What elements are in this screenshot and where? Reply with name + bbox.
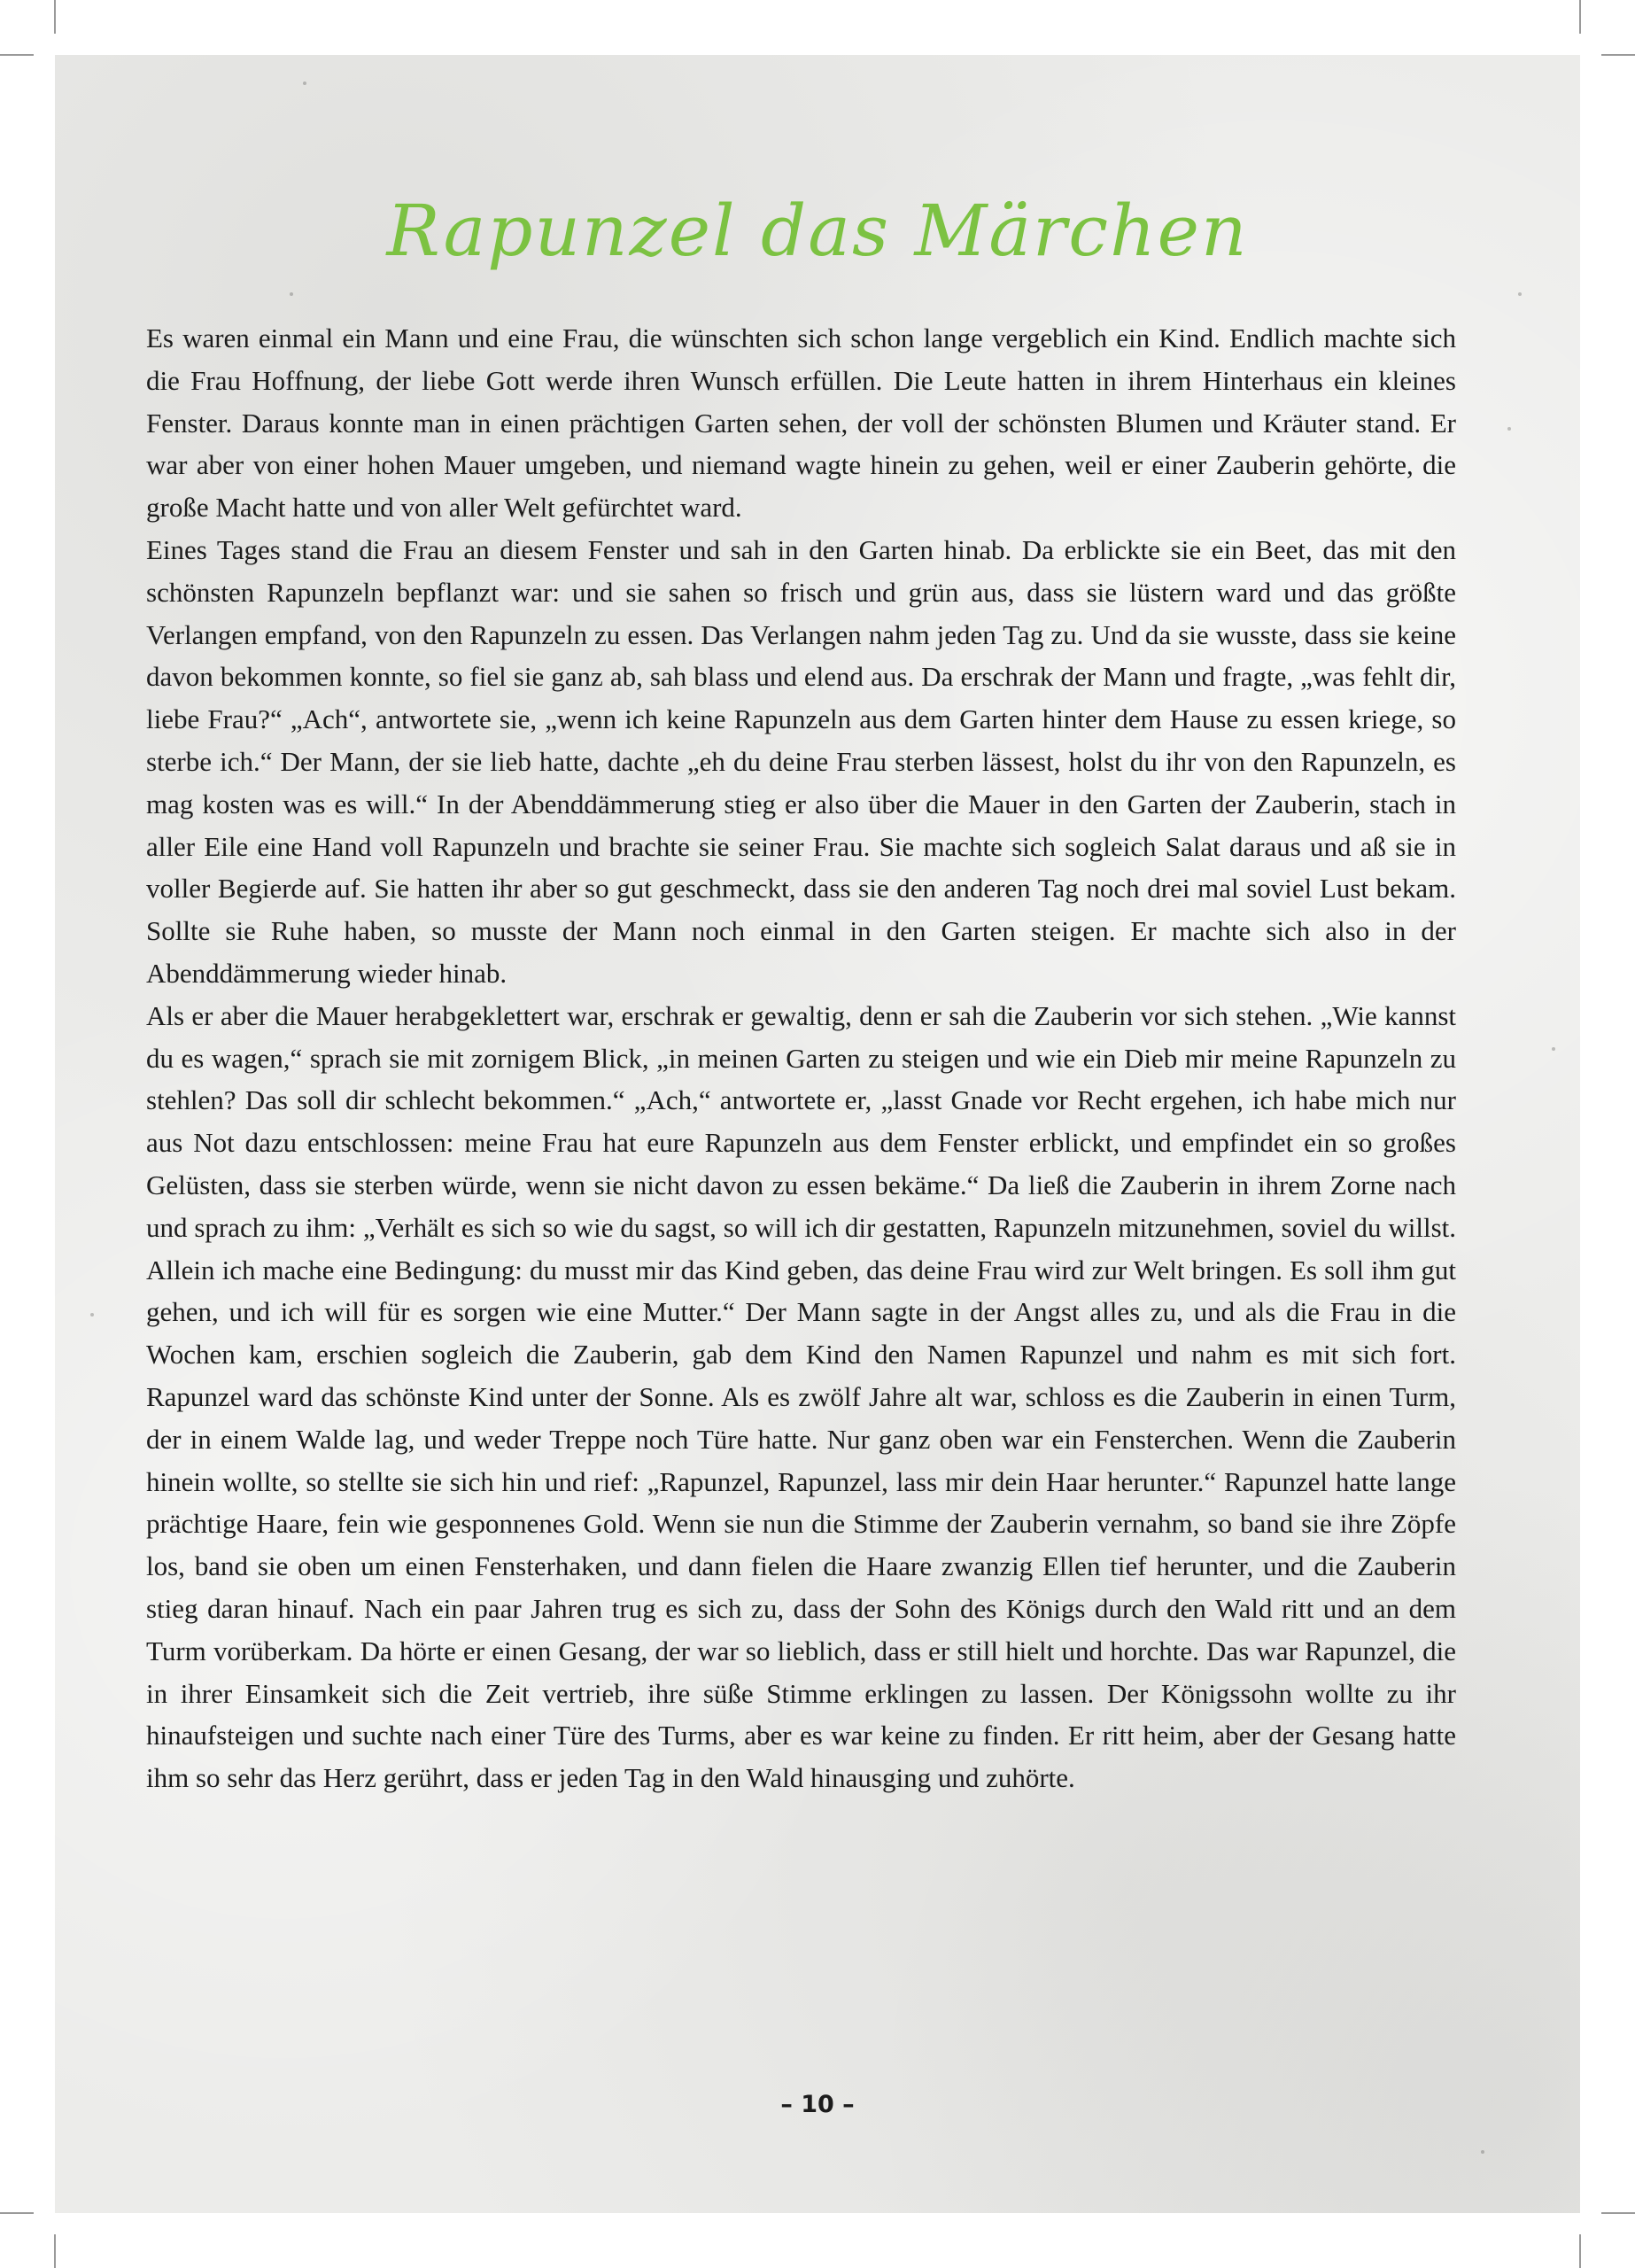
crop-mark-top-right-h [1601,54,1635,56]
story-paragraph: Es waren einmal ein Mann und eine Frau, die wünschten sich schon lange vergeblich ein Kind. Endlich machte sich die Frau Hoffnung, der liebe Gott werde ihren Wunsch erfüllen. Die Leute hatten in ihrem Hinterhaus ein kleines Fenster. Daraus konnte man in einen prächtigen Garten sehen, der voll der schönsten Blumen und Kräuter stand. Er war aber von einer hohen Mauer umgeben, und niemand wagte hinein zu gehen, weil er einer Zauberin gehörte, die große Macht hatte und von aller Welt gefürchtet ward. [146,322,1456,524]
paper-speck [90,1313,94,1317]
crop-mark-bottom-right [1579,2234,1581,2268]
story-text [146,317,1456,1799]
paper-speck [1518,292,1522,296]
crop-mark-top-left [54,0,56,34]
page-title: Rapunzel das Märchen [386,190,1249,272]
paper-speck [1552,1047,1555,1051]
crop-mark-top-right [1579,0,1581,34]
story-paragraph: Eines Tages stand die Frau an diesem Fenster und sah in den Garten hinab. Da erblickte sie ein Beet, das mit den schönsten Rapunzeln bepflanzt war: und sie sahen so frisch und grün aus, dass sie lüstern ward und das größte Verlangen empfand, von den Rapunzeln zu essen. Das Verlangen nahm jeden Tag zu. Und da sie wusste, dass sie keine davon bekommen konnte, so fiel sie ganz ab, sah blass und elend aus. Da erschrak der Mann und fragte, „was fehlt dir, liebe Frau?“ „Ach“, antwortete sie, „wenn ich keine Rapunzeln aus dem Garten hinter dem Hause zu essen kriege, so sterbe ich.“ Der Mann, der sie lieb hatte, dachte „eh du deine Frau sterben lässest, holst du ihr von den Rapunzeln, es mag kosten was es will.“ In der Abenddämmerung stieg er also über die Mauer in den Garten der Zauberin, stach in aller Eile eine Hand voll Rapunzeln und brachte sie seiner Frau. Sie machte sich sogleich Salat daraus und aß sie in voller Begierde auf. Sie hatten ihr aber so gut geschmeckt, dass sie den anderen Tag noch drei mal soviel Lust bekam. Sollte sie Ruhe haben, so musste der Mann noch einmal in den Garten steigen. Er machte sich also in der Abenddämmerung wieder hinab. [146,533,1456,989]
paper-speck [303,82,306,85]
crop-mark-top-left-h [0,54,34,56]
crop-mark-bottom-right-h [1601,2212,1635,2214]
page [55,55,1580,2213]
crop-mark-bottom-left-h [0,2212,34,2214]
paper-speck [1507,427,1511,431]
paper-speck [290,292,293,296]
crop-mark-bottom-left [54,2234,56,2268]
page-number: – 10 – [780,2091,855,2118]
paper-speck [1481,2150,1484,2154]
story-paragraph: Als er aber die Mauer herabgeklettert war, erschrak er gewaltig, denn er sah die Zauberin vor sich stehen. „Wie kannst du es wagen,“ sprach sie mit zornigem Blick, „in meinen Garten zu steigen und wie ein Dieb mir meine Rapunzeln zu stehlen? Das soll dir schlecht bekommen.“ „Ach,“ antwortete er, „lasst Gnade vor Recht ergehen, ich habe mich nur aus Not dazu entschlossen: meine Frau hat eure Rapunzeln aus dem Fenster erblickt, und empfindet ein so großes Gelüsten, dass sie sterben würde, wenn sie nicht davon zu essen bekäme.“ Da ließ die Zauberin in ihrem Zorne nach und sprach zu ihm: „Verhält es sich so wie du sagst, so will ich dir gestatten, Rapunzeln mitzunehmen, soviel du willst. Allein ich mache eine Bedingung: du musst mir das Kind geben, das deine Frau wird zur Welt bringen. Es soll ihm gut gehen, und ich will für es sorgen wie eine Mutter.“ Der Mann sagte in der Angst alles zu, und als die Frau in die Wochen kam, erschien sogleich die Zauberin, gab dem Kind den Namen Rapunzel und nahm es mit sich fort. Rapunzel ward das schönste Kind unter der Sonne. Als es zwölf Jahre alt war, schloss es die Zauberin in einen Turm, der in einem Walde lag, und weder Treppe noch Türe hatte. Nur ganz oben war ein Fensterchen. Wenn die Zauberin hinein wollte, so stellte sie sich hin und rief: „Rapunzel, Rapunzel, lass mir dein Haar herunter.“ Rapunzel hatte lange prächtige Haare, fein wie gesponnenes Gold. Wenn sie nun die Stimme der Zauberin vernahm, so band sie ihre Zöpfe los, band sie oben um einen Fensterhaken, und dann fielen die Haare zwanzig Ellen tief herunter, und die Zauberin stieg daran hinauf. Nach ein paar Jahren trug es sich zu, dass der Sohn des Königs durch den Wald ritt und an dem Turm vorüberkam. Da hörte er einen Gesang, der war so lieblich, dass er still hielt und horchte. Das war Rapunzel, die in ihrer Einsamkeit sich die Zeit vertrieb, ihre süße Stimme erklingen zu lassen. Der Königssohn wollte zu ihr hinaufsteigen und suchte nach einer Türe des Turms, aber es war keine zu finden. Er ritt heim, aber der Gesang hatte ihm so sehr das Herz gerührt, dass er jeden Tag in den Wald hinausging und zuhörte. [146,999,1456,1794]
